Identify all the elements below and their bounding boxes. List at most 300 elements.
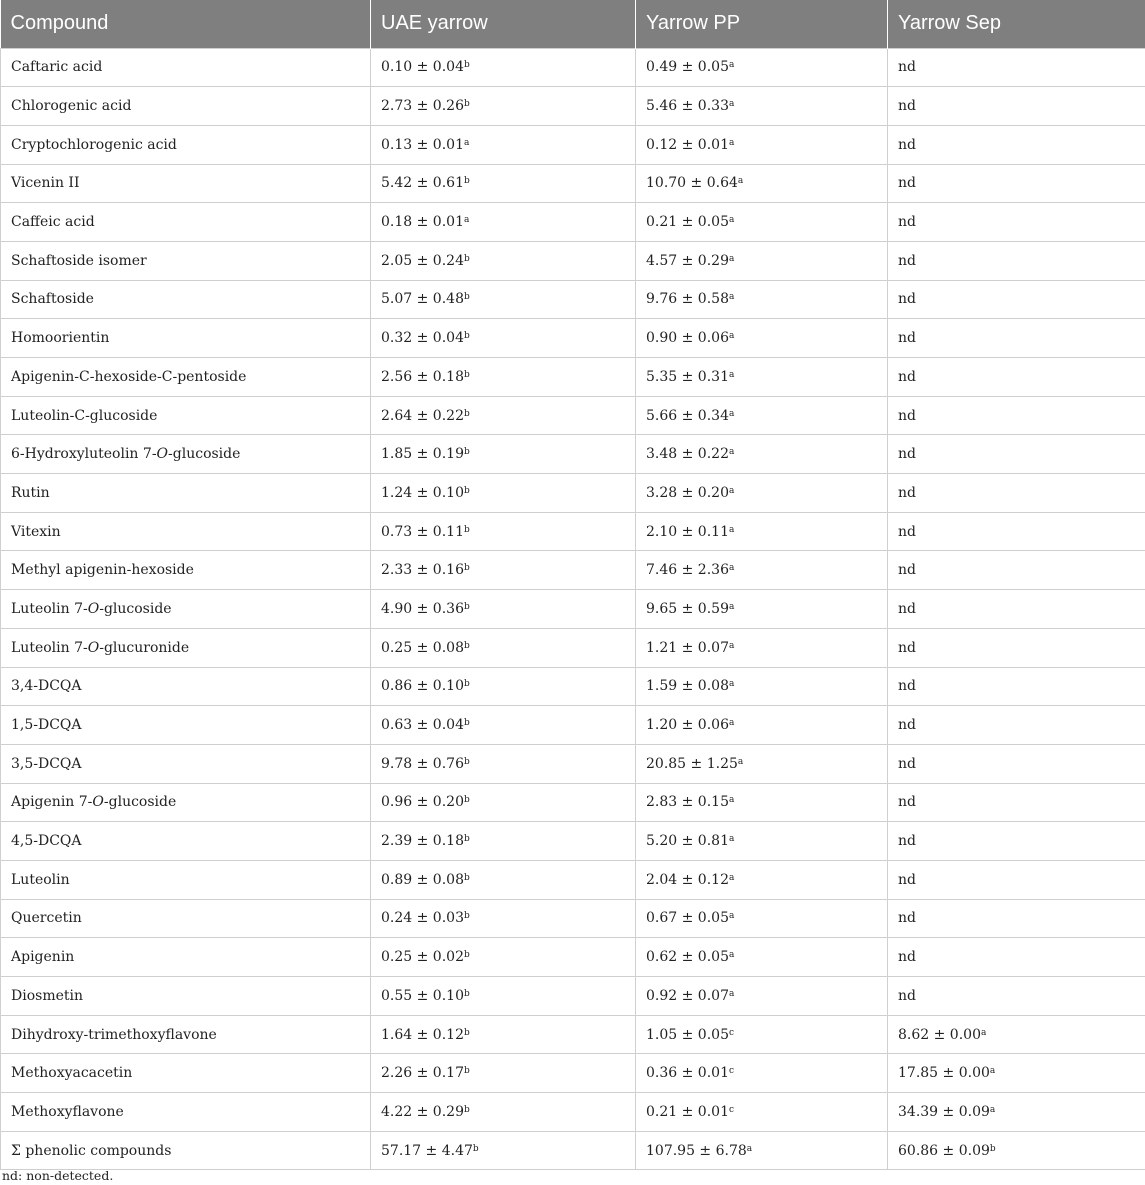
uae-value-cell [371,319,636,358]
pp-significance-letter: a [737,176,744,187]
pp-significance-letter: a [728,834,735,845]
sep-value: nd [898,446,916,463]
table-row [1,938,1145,977]
sep-significance-letter: b [989,1143,996,1154]
compound-cell: Rutin [1,474,371,513]
uae-value-cell [371,125,636,164]
pp-value: 0.12 ± 0.01 [646,136,729,153]
uae-value: 2.39 ± 0.18 [381,833,464,850]
uae-value-cell [371,396,636,435]
table-row [1,667,1145,706]
compound-cell: Vitexin [1,512,371,551]
uae-significance-letter: b [463,640,470,651]
compound-cell: 1,5-DCQA [1,706,371,745]
pp-value-cell [636,396,888,435]
sep-value: nd [898,871,916,888]
sep-value-cell [888,319,1145,358]
table-row [1,977,1145,1016]
compound-cell: Apigenin-C-hexoside-C-pentoside [1,358,371,397]
pp-value-cell [636,783,888,822]
sep-significance-letter: a [980,1027,987,1038]
table-row [1,87,1145,126]
compound-cell: Apigenin [1,938,371,977]
compound-cell: Methyl apigenin-hexoside [1,551,371,590]
sep-value-cell [888,358,1145,397]
pp-significance-letter: c [728,1027,735,1038]
table-row [1,551,1145,590]
pp-value-cell [636,977,888,1016]
pp-significance-letter: a [728,408,735,419]
pp-value: 9.65 ± 0.59 [646,600,729,617]
uae-significance-letter: b [463,99,470,110]
sep-value-cell [888,744,1145,783]
uae-value-cell [371,860,636,899]
uae-value: 0.24 ± 0.03 [381,910,464,927]
pp-significance-letter: a [728,292,735,303]
uae-value: 1.24 ± 0.10 [381,484,464,501]
compound-cell: Luteolin 7-O-glucuronide [1,628,371,667]
pp-value-cell [636,1093,888,1132]
compound-cell: Methoxyacacetin [1,1054,371,1093]
sep-value: nd [898,600,916,617]
uae-value-cell [371,203,636,242]
pp-value: 2.10 ± 0.11 [646,523,729,540]
table-header-row [1,0,1145,48]
sep-value: nd [898,175,916,192]
sep-value-cell [888,203,1145,242]
pp-value-cell [636,474,888,513]
table-row [1,48,1145,87]
uae-value-cell [371,706,636,745]
pp-value-cell [636,512,888,551]
sep-value-cell [888,783,1145,822]
compound-cell: Cryptochlorogenic acid [1,125,371,164]
sep-value: 34.39 ± 0.09 [898,1103,990,1120]
compound-cell: Luteolin 7-O-glucoside [1,590,371,629]
uae-value-cell [371,358,636,397]
pp-value-cell [636,241,888,280]
pp-value: 10.70 ± 0.64 [646,175,738,192]
sep-value: 17.85 ± 0.00 [898,1065,990,1082]
uae-significance-letter: b [463,872,470,883]
pp-value-cell [636,744,888,783]
compound-cell: Diosmetin [1,977,371,1016]
uae-value: 2.05 ± 0.24 [381,252,464,269]
pp-significance-letter: a [728,563,735,574]
pp-value: 7.46 ± 2.36 [646,562,729,579]
uae-value: 2.64 ± 0.22 [381,407,464,424]
compound-cell: Schaftoside [1,280,371,319]
compound-cell: Caffeic acid [1,203,371,242]
sep-value: nd [898,407,916,424]
uae-value: 0.10 ± 0.04 [381,59,464,76]
pp-value: 1.59 ± 0.08 [646,678,729,695]
compound-cell: Homoorientin [1,319,371,358]
uae-value-cell [371,667,636,706]
sep-value-cell [888,1015,1145,1054]
sep-value: nd [898,484,916,501]
uae-significance-letter: b [463,176,470,187]
pp-value: 1.05 ± 0.05 [646,1026,729,1043]
compound-cell: Apigenin 7-O-glucoside [1,783,371,822]
uae-significance-letter: b [463,756,470,767]
uae-value-cell [371,938,636,977]
uae-significance-letter: a [463,137,470,148]
table-row [1,706,1145,745]
uae-value: 0.86 ± 0.10 [381,678,464,695]
pp-value-cell [636,1054,888,1093]
uae-significance-letter: b [463,834,470,845]
pp-value-cell [636,822,888,861]
table-row [1,241,1145,280]
uae-significance-letter: b [463,988,470,999]
table-row [1,1093,1145,1132]
pp-value: 0.21 ± 0.05 [646,214,729,231]
pp-value-cell [636,358,888,397]
table-body [1,48,1145,1170]
uae-value-cell [371,1093,636,1132]
uae-significance-letter: b [463,485,470,496]
table-row [1,628,1145,667]
pp-value: 0.92 ± 0.07 [646,987,729,1004]
sep-value-cell [888,87,1145,126]
sep-value-cell [888,280,1145,319]
pp-value-cell [636,551,888,590]
table-row [1,435,1145,474]
table-row [1,783,1145,822]
sep-value-cell [888,512,1145,551]
pp-value-cell [636,48,888,87]
uae-value: 2.33 ± 0.16 [381,562,464,579]
table-row [1,590,1145,629]
pp-significance-letter: a [728,215,735,226]
header-yarrow-sep: Yarrow Sep [888,0,1145,48]
sep-value-cell [888,860,1145,899]
header-yarrow-pp: Yarrow PP [636,0,888,48]
sep-value-cell [888,667,1145,706]
uae-value-cell [371,512,636,551]
pp-significance-letter: a [728,137,735,148]
uae-significance-letter: b [463,1027,470,1038]
sep-value-cell [888,590,1145,629]
uae-value: 0.13 ± 0.01 [381,136,464,153]
pp-value: 0.21 ± 0.01 [646,1103,729,1120]
uae-value: 5.42 ± 0.61 [381,175,464,192]
pp-significance-letter: a [728,679,735,690]
pp-significance-letter: a [728,369,735,380]
uae-value: 2.56 ± 0.18 [381,368,464,385]
uae-value-cell [371,822,636,861]
uae-significance-letter: b [463,292,470,303]
uae-value-cell [371,1054,636,1093]
uae-value: 57.17 ± 4.47 [381,1142,473,1159]
pp-value: 20.85 ± 1.25 [646,755,738,772]
pp-value: 0.49 ± 0.05 [646,59,729,76]
sep-value-cell [888,551,1145,590]
pp-value-cell [636,899,888,938]
uae-value-cell [371,241,636,280]
sep-value: nd [898,562,916,579]
compound-cell: Chlorogenic acid [1,87,371,126]
sep-value: nd [898,214,916,231]
uae-value: 1.64 ± 0.12 [381,1026,464,1043]
pp-value: 5.35 ± 0.31 [646,368,729,385]
table-row [1,899,1145,938]
uae-significance-letter: a [463,215,470,226]
compound-cell: Σ phenolic compounds [1,1131,371,1170]
pp-significance-letter: c [728,1104,735,1115]
compound-cell: Caftaric acid [1,48,371,87]
uae-significance-letter: b [463,679,470,690]
compound-cell: 3,5-DCQA [1,744,371,783]
pp-significance-letter: a [728,60,735,71]
pp-value-cell [636,590,888,629]
table-row [1,860,1145,899]
uae-value: 0.63 ± 0.04 [381,717,464,734]
sep-significance-letter: a [989,1104,996,1115]
uae-value-cell [371,164,636,203]
sep-value-cell [888,899,1145,938]
sep-value: nd [898,136,916,153]
pp-value-cell [636,164,888,203]
uae-value: 0.25 ± 0.02 [381,949,464,966]
table-row [1,280,1145,319]
sep-value: nd [898,59,916,76]
uae-value-cell [371,87,636,126]
sep-value-cell [888,125,1145,164]
uae-significance-letter: b [463,1066,470,1077]
pp-value: 0.62 ± 0.05 [646,949,729,966]
sep-value: 8.62 ± 0.00 [898,1026,981,1043]
table-row [1,203,1145,242]
uae-value: 0.25 ± 0.08 [381,639,464,656]
sep-value: nd [898,949,916,966]
pp-value: 0.36 ± 0.01 [646,1065,729,1082]
uae-value-cell [371,977,636,1016]
pp-value-cell [636,628,888,667]
pp-value: 2.04 ± 0.12 [646,871,729,888]
uae-value: 0.55 ± 0.10 [381,987,464,1004]
sep-value: 60.86 ± 0.09 [898,1142,990,1159]
pp-value: 5.20 ± 0.81 [646,833,729,850]
pp-value: 107.95 ± 6.78 [646,1142,747,1159]
pp-significance-letter: a [728,485,735,496]
sep-value-cell [888,164,1145,203]
table-row [1,474,1145,513]
table-row [1,1131,1145,1170]
uae-value-cell [371,744,636,783]
pp-value: 0.67 ± 0.05 [646,910,729,927]
uae-value: 0.89 ± 0.08 [381,871,464,888]
table-row [1,744,1145,783]
pp-significance-letter: a [728,988,735,999]
sep-value: nd [898,291,916,308]
pp-significance-letter: a [728,640,735,651]
uae-significance-letter: b [463,795,470,806]
uae-value-cell [371,628,636,667]
table-row [1,396,1145,435]
pp-significance-letter: a [728,795,735,806]
pp-value-cell [636,1015,888,1054]
uae-value: 5.07 ± 0.48 [381,291,464,308]
table-row [1,512,1145,551]
uae-value-cell [371,474,636,513]
compound-cell: 4,5-DCQA [1,822,371,861]
footnote: nd: non-detected. [2,1168,114,1183]
pp-value-cell [636,938,888,977]
sep-value-cell [888,1054,1145,1093]
pp-value-cell [636,860,888,899]
header-compound: Compound [1,0,371,48]
uae-value: 0.96 ± 0.20 [381,794,464,811]
pp-significance-letter: a [728,601,735,612]
uae-value: 9.78 ± 0.76 [381,755,464,772]
compound-cell: Quercetin [1,899,371,938]
pp-value-cell [636,1131,888,1170]
pp-significance-letter: a [728,253,735,264]
uae-value-cell [371,783,636,822]
uae-significance-letter: b [463,524,470,535]
pp-significance-letter: a [737,756,744,767]
uae-value: 2.26 ± 0.17 [381,1065,464,1082]
sep-value-cell [888,706,1145,745]
sep-value-cell [888,396,1145,435]
compound-cell: Methoxyflavone [1,1093,371,1132]
sep-value: nd [898,330,916,347]
pp-significance-letter: a [728,872,735,883]
sep-significance-letter: a [989,1066,996,1077]
pp-value-cell [636,87,888,126]
uae-value-cell [371,551,636,590]
sep-value: nd [898,755,916,772]
sep-value-cell [888,977,1145,1016]
uae-value: 1.85 ± 0.19 [381,446,464,463]
uae-value: 2.73 ± 0.26 [381,98,464,115]
uae-significance-letter: b [463,369,470,380]
pp-value-cell [636,667,888,706]
sep-value-cell [888,822,1145,861]
uae-significance-letter: b [463,911,470,922]
pp-value: 5.66 ± 0.34 [646,407,729,424]
pp-significance-letter: a [746,1143,753,1154]
table-row [1,822,1145,861]
pp-value-cell [636,319,888,358]
table-row [1,358,1145,397]
uae-value: 4.90 ± 0.36 [381,600,464,617]
table-row [1,1015,1145,1054]
pp-significance-letter: a [728,447,735,458]
pp-value-cell [636,203,888,242]
uae-value-cell [371,590,636,629]
sep-value-cell [888,241,1145,280]
uae-value: 4.22 ± 0.29 [381,1103,464,1120]
pp-value: 3.28 ± 0.20 [646,484,729,501]
sep-value-cell [888,628,1145,667]
compound-cell: Luteolin-C-glucoside [1,396,371,435]
sep-value: nd [898,833,916,850]
uae-value-cell [371,899,636,938]
uae-significance-letter: b [463,60,470,71]
pp-value: 5.46 ± 0.33 [646,98,729,115]
uae-significance-letter: b [463,253,470,264]
pp-value: 9.76 ± 0.58 [646,291,729,308]
sep-value: nd [898,717,916,734]
table-row [1,164,1145,203]
pp-value: 1.20 ± 0.06 [646,717,729,734]
uae-value-cell [371,1131,636,1170]
pp-value: 0.90 ± 0.06 [646,330,729,347]
uae-significance-letter: b [472,1143,479,1154]
uae-value-cell [371,1015,636,1054]
pp-significance-letter: a [728,524,735,535]
header-uae-yarrow: UAE yarrow [371,0,636,48]
sep-value-cell [888,435,1145,474]
pp-significance-letter: c [728,1066,735,1077]
pp-significance-letter: a [728,99,735,110]
pp-significance-letter: a [728,331,735,342]
uae-value: 0.32 ± 0.04 [381,330,464,347]
pp-significance-letter: a [728,718,735,729]
uae-significance-letter: b [463,408,470,419]
sep-value: nd [898,639,916,656]
uae-value: 0.73 ± 0.11 [381,523,464,540]
pp-value: 1.21 ± 0.07 [646,639,729,656]
table-row [1,125,1145,164]
uae-significance-letter: b [463,950,470,961]
uae-significance-letter: b [463,718,470,729]
compound-cell: Schaftoside isomer [1,241,371,280]
pp-value: 4.57 ± 0.29 [646,252,729,269]
uae-value-cell [371,435,636,474]
sep-value-cell [888,1131,1145,1170]
sep-value: nd [898,794,916,811]
pp-value-cell [636,125,888,164]
sep-value: nd [898,368,916,385]
sep-value: nd [898,987,916,1004]
pp-value: 2.83 ± 0.15 [646,794,729,811]
compound-cell: Dihydroxy-trimethoxyflavone [1,1015,371,1054]
uae-significance-letter: b [463,331,470,342]
pp-value: 3.48 ± 0.22 [646,446,729,463]
uae-value: 0.18 ± 0.01 [381,214,464,231]
table-row [1,1054,1145,1093]
uae-value-cell [371,280,636,319]
table-row [1,319,1145,358]
sep-value-cell [888,474,1145,513]
pp-value-cell [636,706,888,745]
uae-significance-letter: b [463,563,470,574]
compound-cell: Luteolin [1,860,371,899]
sep-value: nd [898,523,916,540]
compound-cell: 3,4-DCQA [1,667,371,706]
pp-significance-letter: a [728,950,735,961]
sep-value-cell [888,938,1145,977]
compound-cell: Vicenin II [1,164,371,203]
uae-value-cell [371,48,636,87]
sep-value-cell [888,48,1145,87]
sep-value-cell [888,1093,1145,1132]
uae-significance-letter: b [463,447,470,458]
uae-significance-letter: b [463,601,470,612]
sep-value: nd [898,98,916,115]
sep-value: nd [898,678,916,695]
pp-significance-letter: a [728,911,735,922]
uae-significance-letter: b [463,1104,470,1115]
sep-value: nd [898,252,916,269]
pp-value-cell [636,435,888,474]
sep-value: nd [898,910,916,927]
compound-cell: 6-Hydroxyluteolin 7-O-glucoside [1,435,371,474]
